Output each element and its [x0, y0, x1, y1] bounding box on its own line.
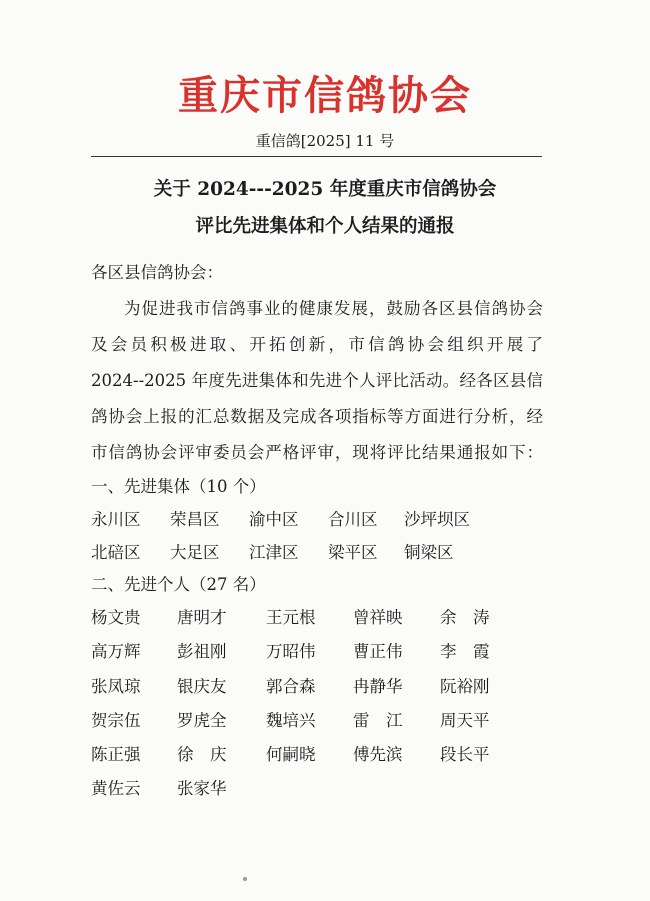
collective-item: 沙坪坝区	[404, 510, 470, 529]
individual-name: 冉静华	[353, 677, 403, 696]
title-line-2: 评比先进集体和个人结果的通报	[195, 216, 455, 237]
individual-name: 余 涛	[440, 608, 490, 627]
collective-item: 铜梁区	[404, 543, 454, 562]
individual-name: 徐 庆	[177, 745, 227, 764]
title-line-1: 关于 2024---2025 年度重庆市信鸽协会	[153, 179, 497, 200]
salutation: 各区县信鸽协会：	[91, 263, 223, 282]
collective-item: 合川区	[328, 510, 378, 529]
organization-name: 重庆市信鸽协会	[178, 72, 472, 119]
body-line: 鸽协会上报的汇总数据及完成各项指标等方面进行分析，经	[91, 407, 543, 426]
collective-item: 大足区	[170, 543, 220, 562]
individual-name: 傅先滨	[353, 745, 403, 764]
individual-name: 彭祖刚	[177, 642, 227, 661]
individual-name: 曾祥映	[353, 608, 403, 627]
individual-name: 周天平	[440, 711, 490, 730]
individual-name: 张凤琼	[91, 677, 141, 696]
individual-name: 陈正强	[91, 745, 141, 764]
collectives-heading: 一、先进集体（10 个）	[91, 477, 266, 496]
header-divider	[91, 156, 542, 157]
collective-item: 永川区	[91, 510, 141, 529]
collective-item: 北碚区	[91, 543, 141, 562]
scan-speck	[243, 877, 247, 881]
individual-name: 李 霞	[440, 642, 490, 661]
collective-item: 渝中区	[249, 510, 299, 529]
individual-name: 罗虎全	[177, 711, 227, 730]
individual-name: 阮裕刚	[440, 677, 490, 696]
individual-name: 郭合森	[266, 677, 316, 696]
individual-name: 银庆友	[177, 677, 227, 696]
individual-name: 万昭伟	[266, 642, 316, 661]
collective-item: 江津区	[249, 543, 299, 562]
individual-name: 段长平	[440, 745, 490, 764]
individual-name: 贺宗伍	[91, 711, 141, 730]
individual-name: 黄佐云	[91, 779, 141, 798]
individual-name: 雷 江	[353, 711, 403, 730]
individual-name: 杨文贵	[91, 608, 141, 627]
individual-name: 唐明才	[177, 608, 227, 627]
individuals-heading: 二、先进个人（27 名）	[91, 575, 266, 594]
individual-name: 王元根	[266, 608, 316, 627]
individual-name: 曹正伟	[353, 642, 403, 661]
collective-item: 荣昌区	[170, 510, 220, 529]
body-line: 市信鸽协会评审委员会严格评审，现将评比结果通报如下：	[91, 443, 543, 462]
individual-name: 魏培兴	[266, 711, 316, 730]
body-line: 为促进我市信鸽事业的健康发展，鼓励各区县信鸽协会	[124, 299, 543, 318]
body-line: 2024--2025 年度先进集体和先进个人评比活动。经各区县信	[91, 371, 543, 390]
body-line: 及会员积极进取、开拓创新，市信鸽协会组织开展了	[91, 335, 543, 354]
individual-name: 高万辉	[91, 642, 141, 661]
collective-item: 梁平区	[328, 543, 378, 562]
individual-name: 何嗣晓	[266, 745, 316, 764]
individual-name: 张家华	[177, 779, 227, 798]
document-number: 重信鸽[2025] 11 号	[255, 132, 395, 150]
